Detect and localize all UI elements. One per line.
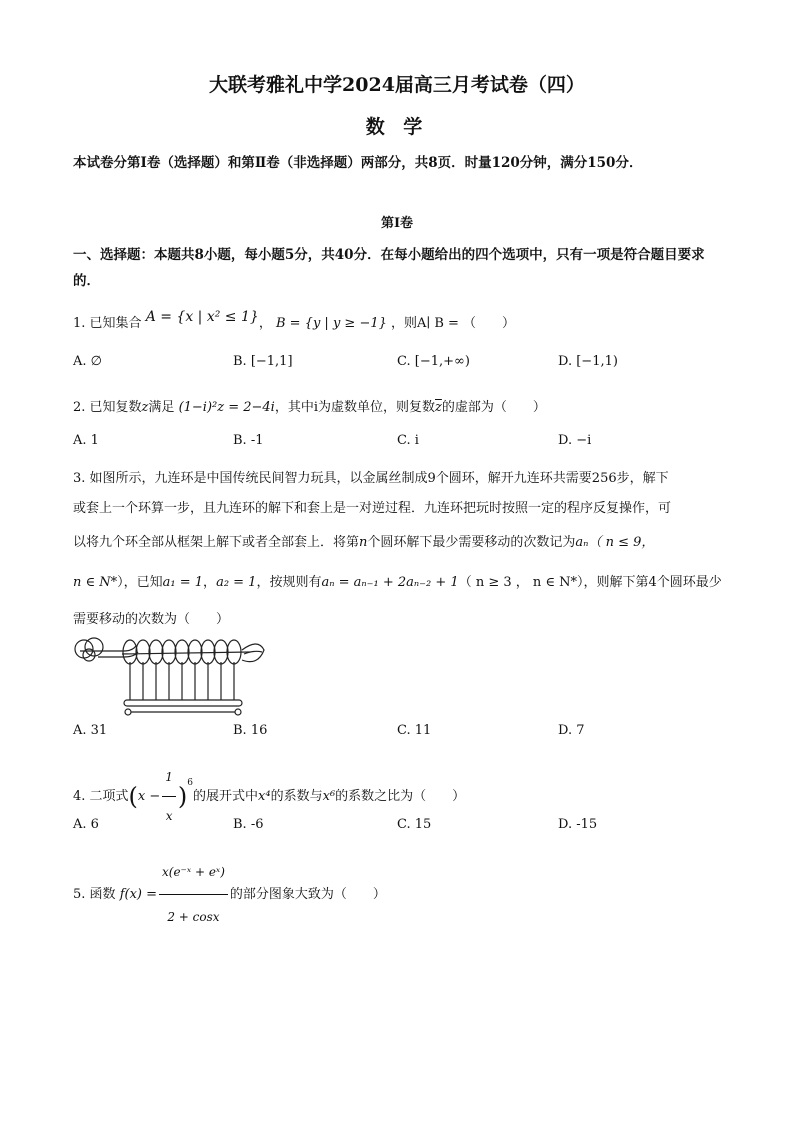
question-2: 2. 已知复数z满足 (1−i)²z = 2−4i，其中i为虚数单位，则复数$\overline{z}$的虚部为（ ） bbox=[73, 400, 546, 415]
q1-option-c[interactable]: C. [−1,+∞) bbox=[397, 354, 470, 369]
q4-option-b[interactable]: B. -6 bbox=[233, 817, 264, 832]
q4-option-c[interactable]: C. 15 bbox=[397, 817, 432, 832]
q3-option-a[interactable]: A. 31 bbox=[73, 723, 108, 738]
question-3-line-2: 或套上一个环算一步，且九连环的解下和套上是一对逆过程．九连环把玩时按照一定的程序反复操作，可 bbox=[73, 501, 672, 516]
q1-option-a[interactable]: A. ∅ bbox=[73, 354, 102, 369]
set-b: B = {y | y ≥ −1} bbox=[275, 316, 387, 331]
question-1: 1. 已知集合 A = {x | x² ≤ 1}， B = {y | y ≥ −1} ，则A∣ B = （ ） bbox=[73, 309, 516, 331]
exam-title: 大联考雅礼中学2024届高三月考试卷（四） bbox=[209, 74, 585, 96]
q3-option-c[interactable]: C. 11 bbox=[397, 723, 432, 738]
question-3-line-3: 以将九个环全部从框架上解下或者全部套上．将第n个圆环解下最少需要移动的次数记为aₙ（ n ≤ 9， bbox=[73, 535, 655, 550]
q3-option-b[interactable]: B. 16 bbox=[233, 723, 268, 738]
question-5: 5. 函数 f(x) = $\frac{\text{x(e⁻ˣ + eˣ)}}{2 + \cos x}$ 的部分图象大致为（ ） bbox=[73, 850, 386, 939]
binomial-fraction: $\frac{1}{x}$ bbox=[162, 758, 176, 835]
recurrence-rule: aₙ = aₙ₋₁ + 2aₙ₋₂ + 1 bbox=[321, 575, 459, 590]
q3-option-d[interactable]: D. 7 bbox=[558, 723, 585, 738]
conjugate-z: $\overline{z}$ bbox=[435, 400, 442, 415]
q2-option-b[interactable]: B. -1 bbox=[233, 433, 264, 448]
question-3-line-4: n ∈ N*），已知a₁ = 1，a₂ = 1，按规则有aₙ = aₙ₋₁ + 2aₙ₋₂ + 1（ n ≥ 3 ， n ∈ N*），则解下第4个圆环最少 bbox=[73, 575, 722, 590]
exam-intro: 本试卷分第Ⅰ卷（选择题）和第Ⅱ卷（非选择题）两部分，共8页．时量120分钟，满分150分． bbox=[73, 155, 643, 171]
question-3-line-5: 需要移动的次数为（ ） bbox=[73, 612, 230, 627]
q2-option-c[interactable]: C. i bbox=[397, 433, 419, 448]
nine-rings-figure bbox=[72, 632, 268, 718]
question-3-line-1: 3. 如图所示，九连环是中国传统民间智力玩具，以金属丝制成9个圆环，解开九连环共需要256步，解下 bbox=[73, 471, 669, 486]
function-fraction: $\frac{\text{x(e⁻ˣ + eˣ)}}{2 + \cos x}$ bbox=[159, 850, 228, 939]
q4-option-d[interactable]: D. -15 bbox=[558, 817, 598, 832]
q2-option-a[interactable]: A. 1 bbox=[73, 433, 99, 448]
q1-option-d[interactable]: D. [−1,1) bbox=[558, 354, 618, 369]
complex-equation: (1−i)²z = 2−4i bbox=[178, 400, 275, 415]
section-heading: 一、选择题：本题共8小题，每小题5分，共40分．在每小题给出的四个选项中，只有一项是符合题目要求的． bbox=[73, 247, 705, 289]
subject-title: 数 学 bbox=[365, 116, 429, 138]
set-a: A = {x | x² ≤ 1} bbox=[145, 309, 259, 325]
question-4: 4. 二项式(x − $\frac{1}{x}$ )$^6$的展开式中x⁴的系数与x⁶的系数之比为（ ） bbox=[73, 758, 465, 835]
volume-heading: 第Ⅰ卷 bbox=[380, 216, 414, 231]
q1-option-b[interactable]: B. [−1,1] bbox=[233, 354, 293, 369]
q2-option-d[interactable]: D. −i bbox=[558, 433, 592, 448]
q4-option-a[interactable]: A. 6 bbox=[73, 817, 99, 832]
